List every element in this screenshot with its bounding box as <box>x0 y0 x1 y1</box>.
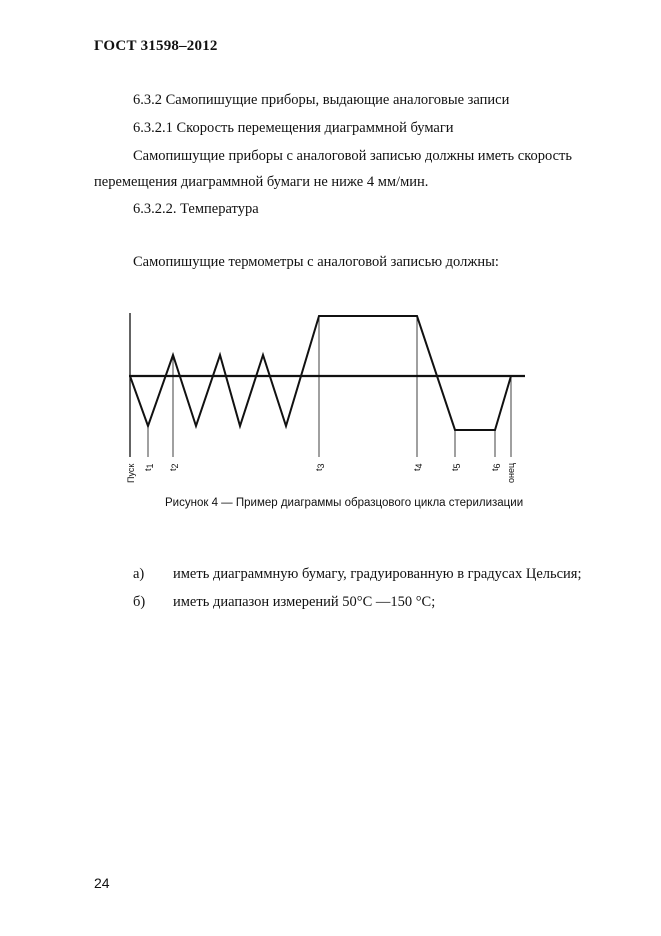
section-6-3-2-2-heading: 6.3.2.2. Температура <box>133 201 259 217</box>
list-marker: а) <box>133 566 145 582</box>
label-t4: t4 <box>412 463 424 471</box>
intro-paragraph: Самопишущие термометры с аналоговой записью должны: <box>133 254 499 270</box>
list-item-text: иметь диапазон измерений 50°С —150 °С; <box>173 594 436 610</box>
label-t2: t2 <box>168 463 180 471</box>
paragraph-line: Самопишущие приборы с аналоговой записью должны иметь скорость <box>133 148 572 164</box>
figure-caption: Рисунок 4 — Пример диаграммы образцового цикла стерилизации <box>165 497 524 509</box>
page-number: 24 <box>94 875 110 891</box>
document-header: ГОСТ 31598–2012 <box>94 38 218 54</box>
label-t3: t3 <box>314 463 326 471</box>
label-t6: t6 <box>490 463 502 471</box>
section-6-3-2-1-heading: 6.3.2.1 Скорость перемещения диаграммной бумаги <box>133 120 454 136</box>
label-end: онец <box>506 462 516 483</box>
list-marker: б) <box>133 594 146 610</box>
temperature-curve <box>130 316 511 430</box>
label-start: Пуск <box>126 463 136 483</box>
paragraph-line: перемещения диаграммной бумаги не ниже 4 мм/мин. <box>94 174 429 190</box>
list-item-text: иметь диаграммную бумагу, градуированную в градусах Цельсия; <box>173 566 582 582</box>
label-t5: t5 <box>450 463 462 471</box>
label-t1: t1 <box>143 463 155 471</box>
section-6-3-2-heading: 6.3.2 Самопишущие приборы, выдающие аналоговые записи <box>133 92 510 108</box>
